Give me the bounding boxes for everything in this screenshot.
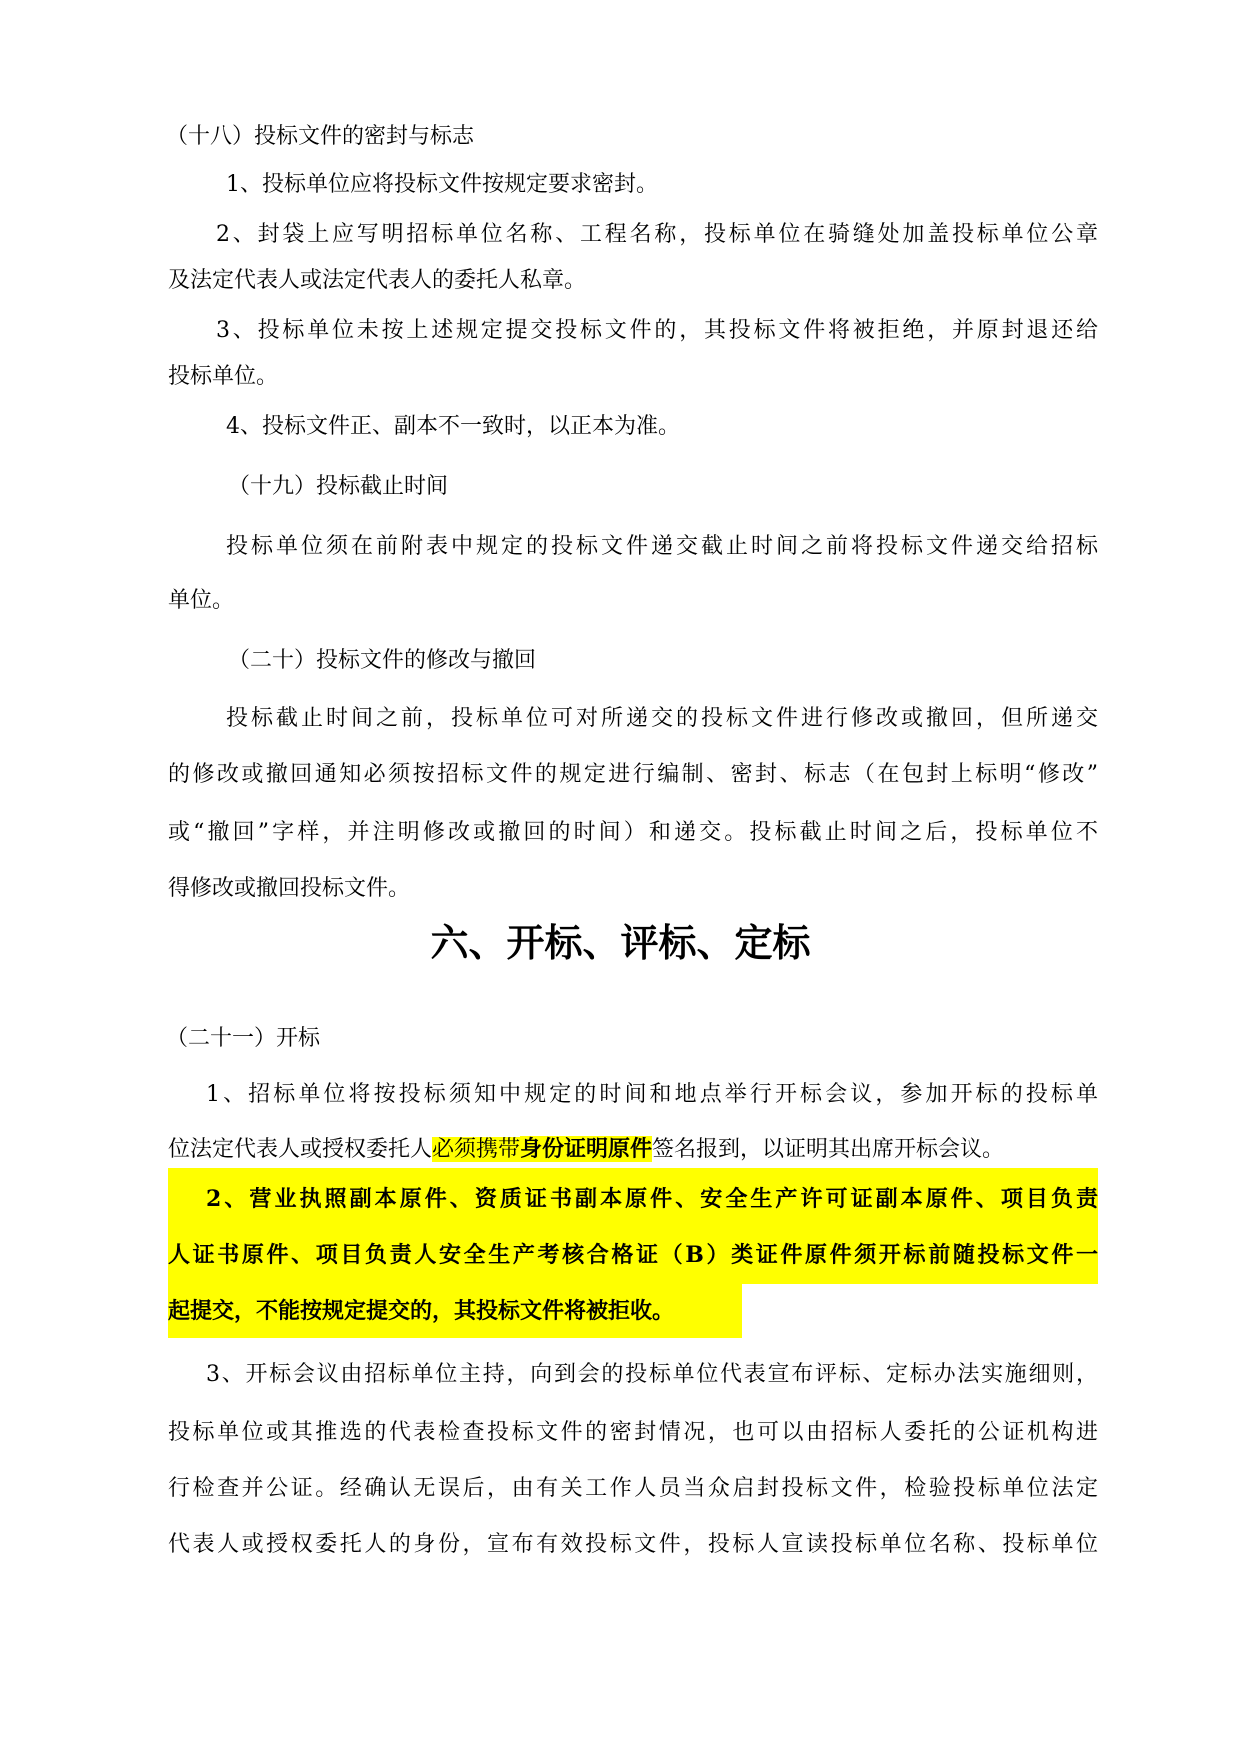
section-20-body-line-1: 投标截止时间之前，投标单位可对所递交的投标文件进行修改或撤回，但所递交 (226, 706, 1098, 731)
section-21-item-3-line-2: 投标单位或其推选的代表检查投标文件的密封情况，也可以由招标人委托的公证机构进 (168, 1420, 1098, 1445)
section-20-title: （二十）投标文件的修改与撤回 (228, 648, 537, 673)
highlight-id-original: 身份证明原件 (520, 1136, 653, 1162)
highlight-required: 必须携带 (432, 1137, 521, 1162)
section-18-item-4: 4、投标文件正、副本不一致时，以正本为准。 (226, 414, 680, 439)
section-21-item-2-line-3: 起提交，不能按规定提交的，其投标文件将被拒收。 (168, 1298, 675, 1324)
item-1-text-a: 位法定代表人或授权委托人 (168, 1137, 433, 1162)
section-21-item-1-line-2 (168, 1134, 1004, 1165)
section-20-body-line-2: 的修改或撤回通知必须按招标文件的规定进行编制、密封、标志（在包封上标明“修改” (168, 762, 1098, 787)
section-20-body-line-3: 或“撤回”字样，并注明修改或撤回的时间）和递交。投标截止时间之后，投标单位不 (168, 820, 1098, 845)
section-18-item-2-line-1: 2、封袋上应写明招标单位名称、工程名称，投标单位在骑缝处加盖投标单位公章 (216, 222, 1098, 247)
section-19-body-line-2: 单位。 (168, 588, 235, 613)
section-18-item-2-line-2: 及法定代表人或法定代表人的委托人私章。 (168, 268, 587, 293)
section-19-title: （十九）投标截止时间 (228, 474, 449, 499)
section-21-item-3-line-1: 3、开标会议由招标单位主持，向到会的投标单位代表宣布评标、定标办法实施细则， (206, 1362, 1098, 1387)
section-18-item-3-line-2: 投标单位。 (168, 364, 279, 389)
section-20-body-line-4: 得修改或撤回投标文件。 (168, 876, 411, 901)
item-1-text-b: 签名报到，以证明其出席开标会议。 (652, 1137, 1005, 1162)
section-21-item-1-line-1: 1、招标单位将按投标须知中规定的时间和地点举行开标会议，参加开标的投标单 (206, 1082, 1098, 1107)
section-19-body-line-1: 投标单位须在前附表中规定的投标文件递交截止时间之前将投标文件递交给招标 (226, 534, 1098, 559)
section-21-item-3-line-3: 行检查并公证。经确认无误后，由有关工作人员当众启封投标文件，检验投标单位法定 (168, 1476, 1098, 1501)
section-18-item-1: 1、投标单位应将投标文件按规定要求密封。 (226, 172, 658, 197)
section-21-item-3-line-4: 代表人或授权委托人的身份，宣布有效投标文件，投标人宣读投标单位名称、投标单位 (168, 1532, 1098, 1557)
section-21-title: （二十一）开标 (166, 1026, 321, 1051)
section-18-title: （十八）投标文件的密封与标志 (166, 124, 475, 149)
section-21-item-2-line-1: 2、营业执照副本原件、资质证书副本原件、安全生产许可证副本原件、项目负责 (206, 1186, 1098, 1212)
chapter-heading: 六、开标、评标、定标 (430, 920, 811, 965)
section-18-item-3-line-1: 3、投标单位未按上述规定提交投标文件的，其投标文件将被拒绝，并原封退还给 (216, 318, 1098, 343)
section-21-item-2-line-2: 人证书原件、项目负责人安全生产考核合格证（B）类证件原件须开标前随投标文件一 (168, 1242, 1098, 1268)
